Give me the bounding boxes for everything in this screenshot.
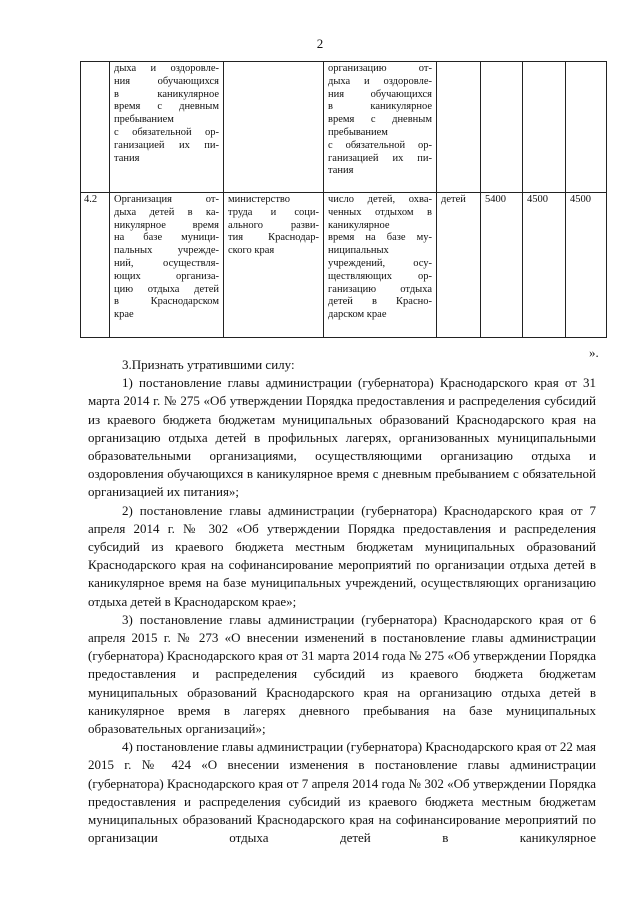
cell-text [328, 194, 432, 322]
cell-line: в каникулярное [328, 101, 432, 113]
row-number: 4.2 [81, 193, 110, 338]
cell-line: в каникулярное [114, 88, 219, 100]
cell-line: ния обучающихся [328, 88, 432, 100]
cell-line: ганизацией их пи- [328, 152, 432, 164]
paragraph-item-1: 1) постановление главы администрации (губернатора) Краснодарского края от 31 марта 2014 г. № 275 «Об утверждении Порядка предоставления и распределения субсидий из краевого бюджета бюджетам муниципальных образований Краснодарского края на организацию отдыха детей в профильных лагерях, организованных муниципальными образовательными организациями, осуществляющими организацию отдыха и оздоровления обучающихся в каникулярное время с дневным пребыванием с обязательной организацией их питания»; [88, 375, 596, 500]
table-row [81, 62, 607, 193]
cell-text [328, 63, 432, 178]
cell-line: тания [114, 152, 140, 164]
cell-line: ниципальных [328, 245, 389, 257]
cell-line: Организация от- [114, 194, 219, 205]
table-cell [110, 193, 224, 338]
section-heading: 3.Признать утратившими силу: [122, 357, 295, 372]
cell-line: пальных учрежде- [114, 245, 219, 257]
table-row [81, 193, 607, 338]
cell-line: ний, осуществля- [114, 257, 219, 269]
table-cell [437, 62, 481, 193]
value-cell: 5400 [481, 193, 523, 338]
cell-line: дыха детей в ка- [114, 206, 219, 218]
cell-line: ществляющих ор- [328, 270, 432, 282]
cell-line: с обязательной ор- [328, 139, 432, 151]
table-cell [523, 62, 566, 193]
cell-line: учреждений, осу- [328, 257, 432, 269]
cell-line: число детей, охва- [328, 194, 432, 205]
cell-line: тания [328, 165, 354, 177]
cell-line: организацию от- [328, 63, 432, 74]
cell-line: дыха и оздоровле- [328, 75, 432, 87]
cell-line: ющих организа- [114, 270, 219, 282]
cell-line: пребыванием [114, 114, 174, 126]
cell-line: крае [114, 309, 134, 321]
table-cell [110, 62, 224, 193]
cell-line: никулярное время [114, 219, 219, 231]
program-table [80, 61, 607, 338]
cell-text [228, 194, 319, 258]
value-cell: 4500 [566, 193, 607, 338]
cell-line: ального разви- [228, 219, 319, 231]
cell-line: время с дневным [114, 101, 219, 113]
paragraph-item-4: 4) постановление главы администрации (губернатора) Краснодарского края от 22 мая 2015 г. № 424 «О внесении изменения в постановление главы администрации (губернатора) Краснодарского края от 7 апреля 2014 года № 302 «Об утверждении Порядка предоставления и распределения субсидий из краевого бюджета местным бюджетам муниципальных образований Краснодарского края на софинансирование мероприятий по организации отдыха детей в каникулярное [88, 739, 596, 846]
table-cell [566, 62, 607, 193]
cell-text [114, 63, 219, 165]
cell-line: пребыванием [328, 126, 388, 138]
cell-line: ния обучающихся [114, 75, 219, 87]
table-cell [224, 193, 324, 338]
table-cell [481, 62, 523, 193]
table-cell [81, 62, 110, 193]
cell-line: детей в Красно- [328, 296, 432, 308]
cell-line: ского края [228, 245, 275, 257]
body-text [88, 356, 596, 847]
page-number: 2 [316, 36, 324, 51]
cell-line: время на базе му- [328, 232, 432, 244]
cell-line: ченных отдыхом в [328, 206, 432, 218]
paragraph-item-3: 3) постановление главы администрации (губернатора) Краснодарского края от 6 апреля 2015 г. № 273 «О внесении изменений в постановление главы администрации (губернатора) Краснодарского края от 31 марта 2014 года № 275 «Об утверждении Порядка предоставления и распределения субсидий из краевого бюджета бюджетам муниципальных образований Краснодарского края на организацию отдыха детей в каникулярное время в лагерях дневного пребывания на базе муниципальных образовательных организаций»; [88, 611, 596, 737]
cell-line: каникулярное [328, 219, 390, 231]
cell-line: труда и соци- [228, 206, 319, 218]
cell-line: с обязательной ор- [114, 126, 219, 138]
cell-line: на базе муници- [114, 232, 219, 244]
cell-line: время с дневным [328, 114, 432, 126]
cell-line: тия Краснодар- [228, 232, 319, 244]
table-cell [324, 62, 437, 193]
table-cell [324, 193, 437, 338]
paragraph-item-2: 2) постановление главы администрации (губернатора) Краснодарского края от 7 апреля 2014 г. № 302 «Об утверждении Порядка предоставления и распределения субсидий из краевого бюджета местным бюджетам муниципальных образований Краснодарского края на софинансирование мероприятий по организации отдыха детей в каникулярное время на базе муниципальных учреждений, осуществляющих организацию отдыха детей в Краснодарском крае»; [88, 502, 596, 609]
cell-line: в Краснодарском [114, 296, 219, 308]
unit-cell: детей [437, 193, 481, 338]
table-cell [224, 62, 324, 193]
cell-line: дарском крае [328, 309, 387, 321]
closing-quote: ». [589, 345, 599, 360]
cell-line: ганизацию отдыха [328, 283, 432, 295]
cell-line: министерство [228, 194, 291, 205]
value-cell: 4500 [523, 193, 566, 338]
cell-line: ганизацией их пи- [114, 139, 219, 151]
cell-line: цию отдыха детей [114, 283, 219, 295]
cell-text [114, 194, 219, 322]
cell-line: дыха и оздоровле- [114, 63, 219, 74]
